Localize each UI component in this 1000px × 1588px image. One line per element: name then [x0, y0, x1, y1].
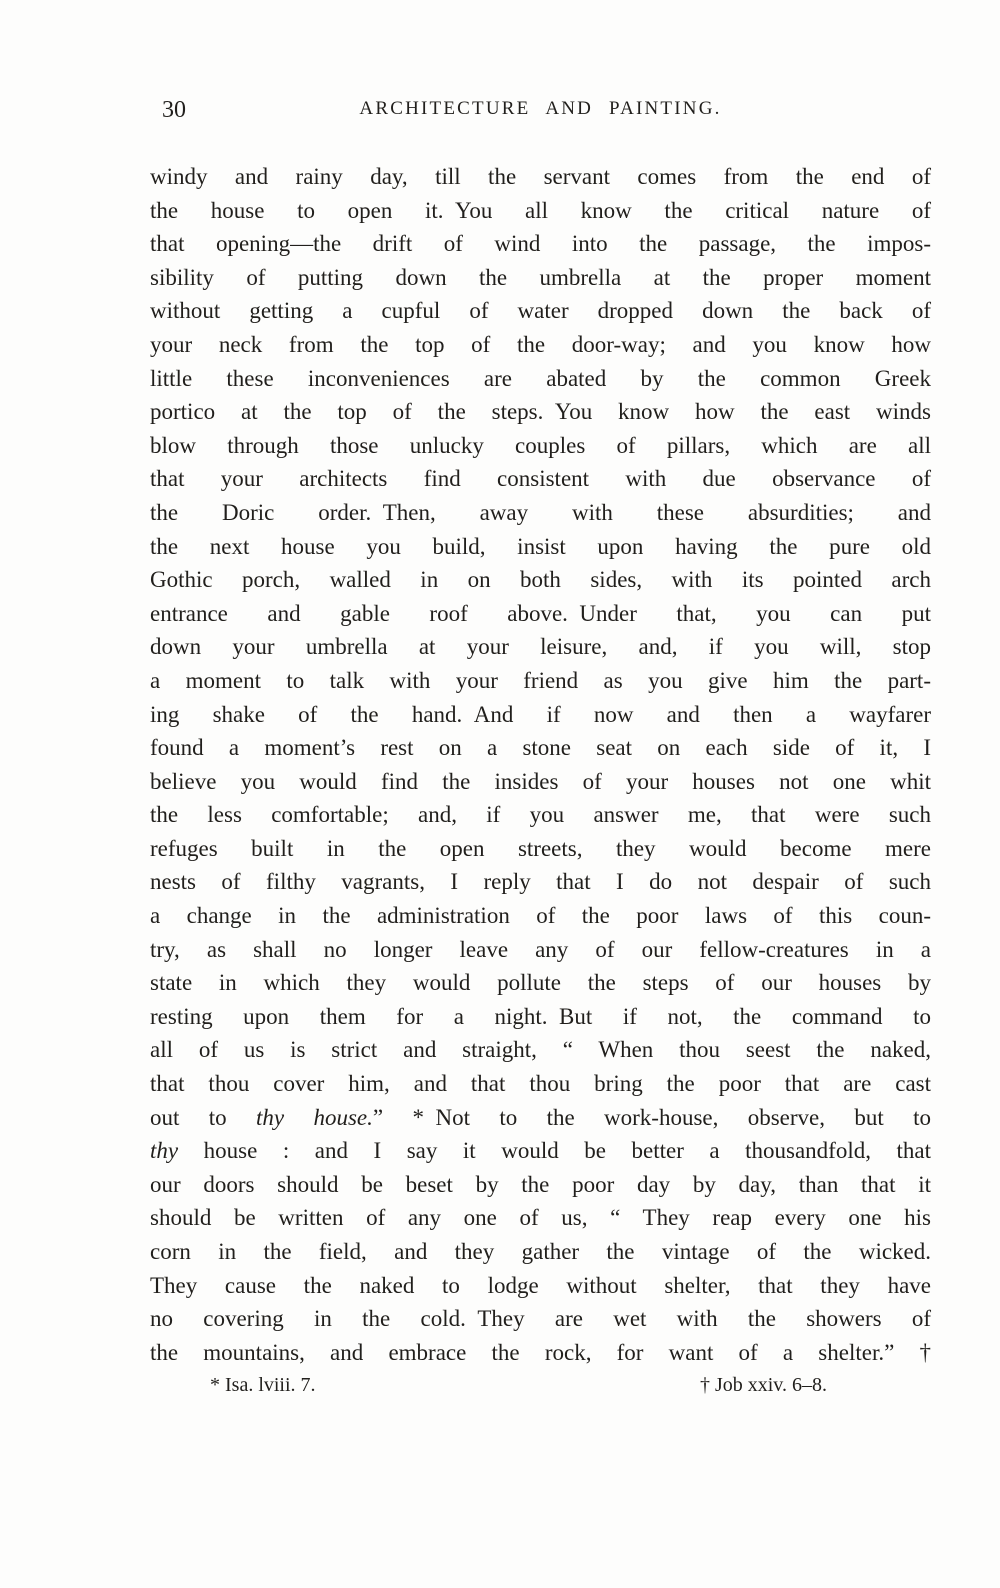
text-line — [150, 1201, 931, 1235]
text-line — [150, 1033, 931, 1067]
text-segment: They cause the naked to lodge without shelter, that they have — [150, 1272, 931, 1298]
text-line — [150, 1302, 931, 1336]
text-segment: entrance and gable roof above. Under that, you can put — [150, 600, 931, 626]
page-header — [150, 96, 931, 126]
footnote-job: † Job xxiv. 6–8. — [699, 1374, 827, 1396]
text-line — [150, 966, 931, 1000]
italic-text-segment: thy house. — [256, 1104, 373, 1130]
text-segment: all of us is strict and straight, “ When thou seest the naked, — [150, 1037, 931, 1063]
text-line — [150, 1067, 931, 1101]
text-segment: little these inconveniences are abated by the common Greek — [150, 365, 931, 391]
text-segment: Gothic porch, walled in on both sides, with its pointed arch — [150, 567, 931, 593]
text-segment: resting upon them for a night. But if not, the command to — [150, 1003, 931, 1029]
text-segment: a moment to talk with your friend as you give him the part- — [150, 667, 931, 693]
text-segment: should be written of any one of us, “ They reap every one his — [150, 1205, 931, 1231]
text-segment: refuges built in the open streets, they would become mere — [150, 835, 931, 861]
text-line — [150, 664, 931, 698]
text-line — [150, 698, 931, 732]
text-segment: that thou cover him, and that thou bring the poor that are cast — [150, 1071, 931, 1097]
text-line — [150, 395, 931, 429]
text-line — [150, 362, 931, 396]
text-segment: corn in the field, and they gather the vintage of the wicked. — [150, 1239, 931, 1264]
text-line — [150, 194, 931, 228]
text-line — [150, 899, 931, 933]
text-segment: the Doric order. Then, away with these absurdities; and — [150, 499, 931, 525]
text-line — [150, 630, 931, 664]
text-segment: nests of filthy vagrants, I reply that I do not despair of such — [150, 869, 931, 895]
text-line — [150, 933, 931, 967]
body-text — [150, 160, 931, 1369]
text-segment: try, as shall no longer leave any of our fellow-creatures in a — [150, 936, 931, 962]
text-segment: state in which they would pollute the steps of our houses by — [150, 970, 931, 996]
text-segment: portico at the top of the steps. You know how the east winds — [150, 399, 931, 425]
text-line — [150, 563, 931, 597]
text-line — [150, 865, 931, 899]
text-segment: without getting a cupful of water dropped down the back of — [150, 298, 931, 324]
text-line — [150, 798, 931, 832]
text-line — [150, 294, 931, 328]
text-line — [150, 462, 931, 496]
text-segment: that your architects find consistent with due observance of — [150, 466, 931, 492]
footnote-row — [150, 1372, 931, 1398]
text-segment: a change in the administration of the poor laws of this coun- — [150, 903, 931, 929]
text-segment: your neck from the top of the door-way; and you know how — [150, 331, 931, 357]
text-line — [150, 1235, 931, 1269]
italic-text-segment: thy — [150, 1138, 179, 1164]
text-line — [150, 160, 931, 194]
text-segment: the next house you build, insist upon having the pure old — [150, 533, 931, 559]
text-line — [150, 765, 931, 799]
text-segment: believe you would find the insides of your houses not one whit — [150, 768, 931, 794]
text-line — [150, 227, 931, 261]
text-segment: the house to open it. You all know the critical nature of — [150, 197, 931, 223]
footnote-isaiah: * Isa. lviii. 7. — [210, 1374, 316, 1396]
text-segment: sibility of putting down the umbrella at the proper moment — [150, 264, 931, 290]
text-segment: the mountains, and embrace the rock, for want of a shelter.” † — [150, 1339, 931, 1365]
text-line — [150, 1134, 931, 1168]
text-segment: down your umbrella at your leisure, and, if you will, stop — [150, 634, 931, 660]
text-line — [150, 1269, 931, 1303]
text-line — [150, 261, 931, 295]
running-title: ARCHITECTURE AND PAINTING. — [359, 98, 722, 119]
text-line — [150, 597, 931, 631]
text-line — [150, 1336, 931, 1370]
text-segment: found a moment’s rest on a stone seat on each side of it, I — [150, 735, 931, 761]
text-segment: our doors should be beset by the poor day by day, than that it — [150, 1171, 931, 1197]
text-line — [150, 1000, 931, 1034]
text-segment: blow through those unlucky couples of pillars, which are all — [150, 432, 931, 458]
text-segment: ing shake of the hand. And if now and then a wayfarer — [150, 701, 931, 727]
text-segment: that opening—the drift of wind into the passage, the impos- — [150, 231, 931, 257]
text-segment: out to — [150, 1104, 257, 1130]
text-segment: house : and I say it would be better a thousandfold, that — [178, 1138, 931, 1164]
text-line — [150, 429, 931, 463]
text-line — [150, 1168, 931, 1202]
text-line — [150, 1101, 931, 1135]
text-line — [150, 328, 931, 362]
text-segment: no covering in the cold. They are wet with the showers of — [150, 1306, 931, 1332]
text-line — [150, 731, 931, 765]
text-line — [150, 530, 931, 564]
text-block — [150, 0, 931, 1588]
text-segment: the less comfortable; and, if you answer me, that were such — [150, 802, 931, 828]
text-segment: ” * Not to the work-house, observe, but to — [372, 1104, 932, 1130]
text-segment: windy and rainy day, till the servant comes from the end of — [150, 164, 931, 189]
page-number: 30 — [162, 97, 186, 123]
text-line — [150, 832, 931, 866]
text-line — [150, 496, 931, 530]
